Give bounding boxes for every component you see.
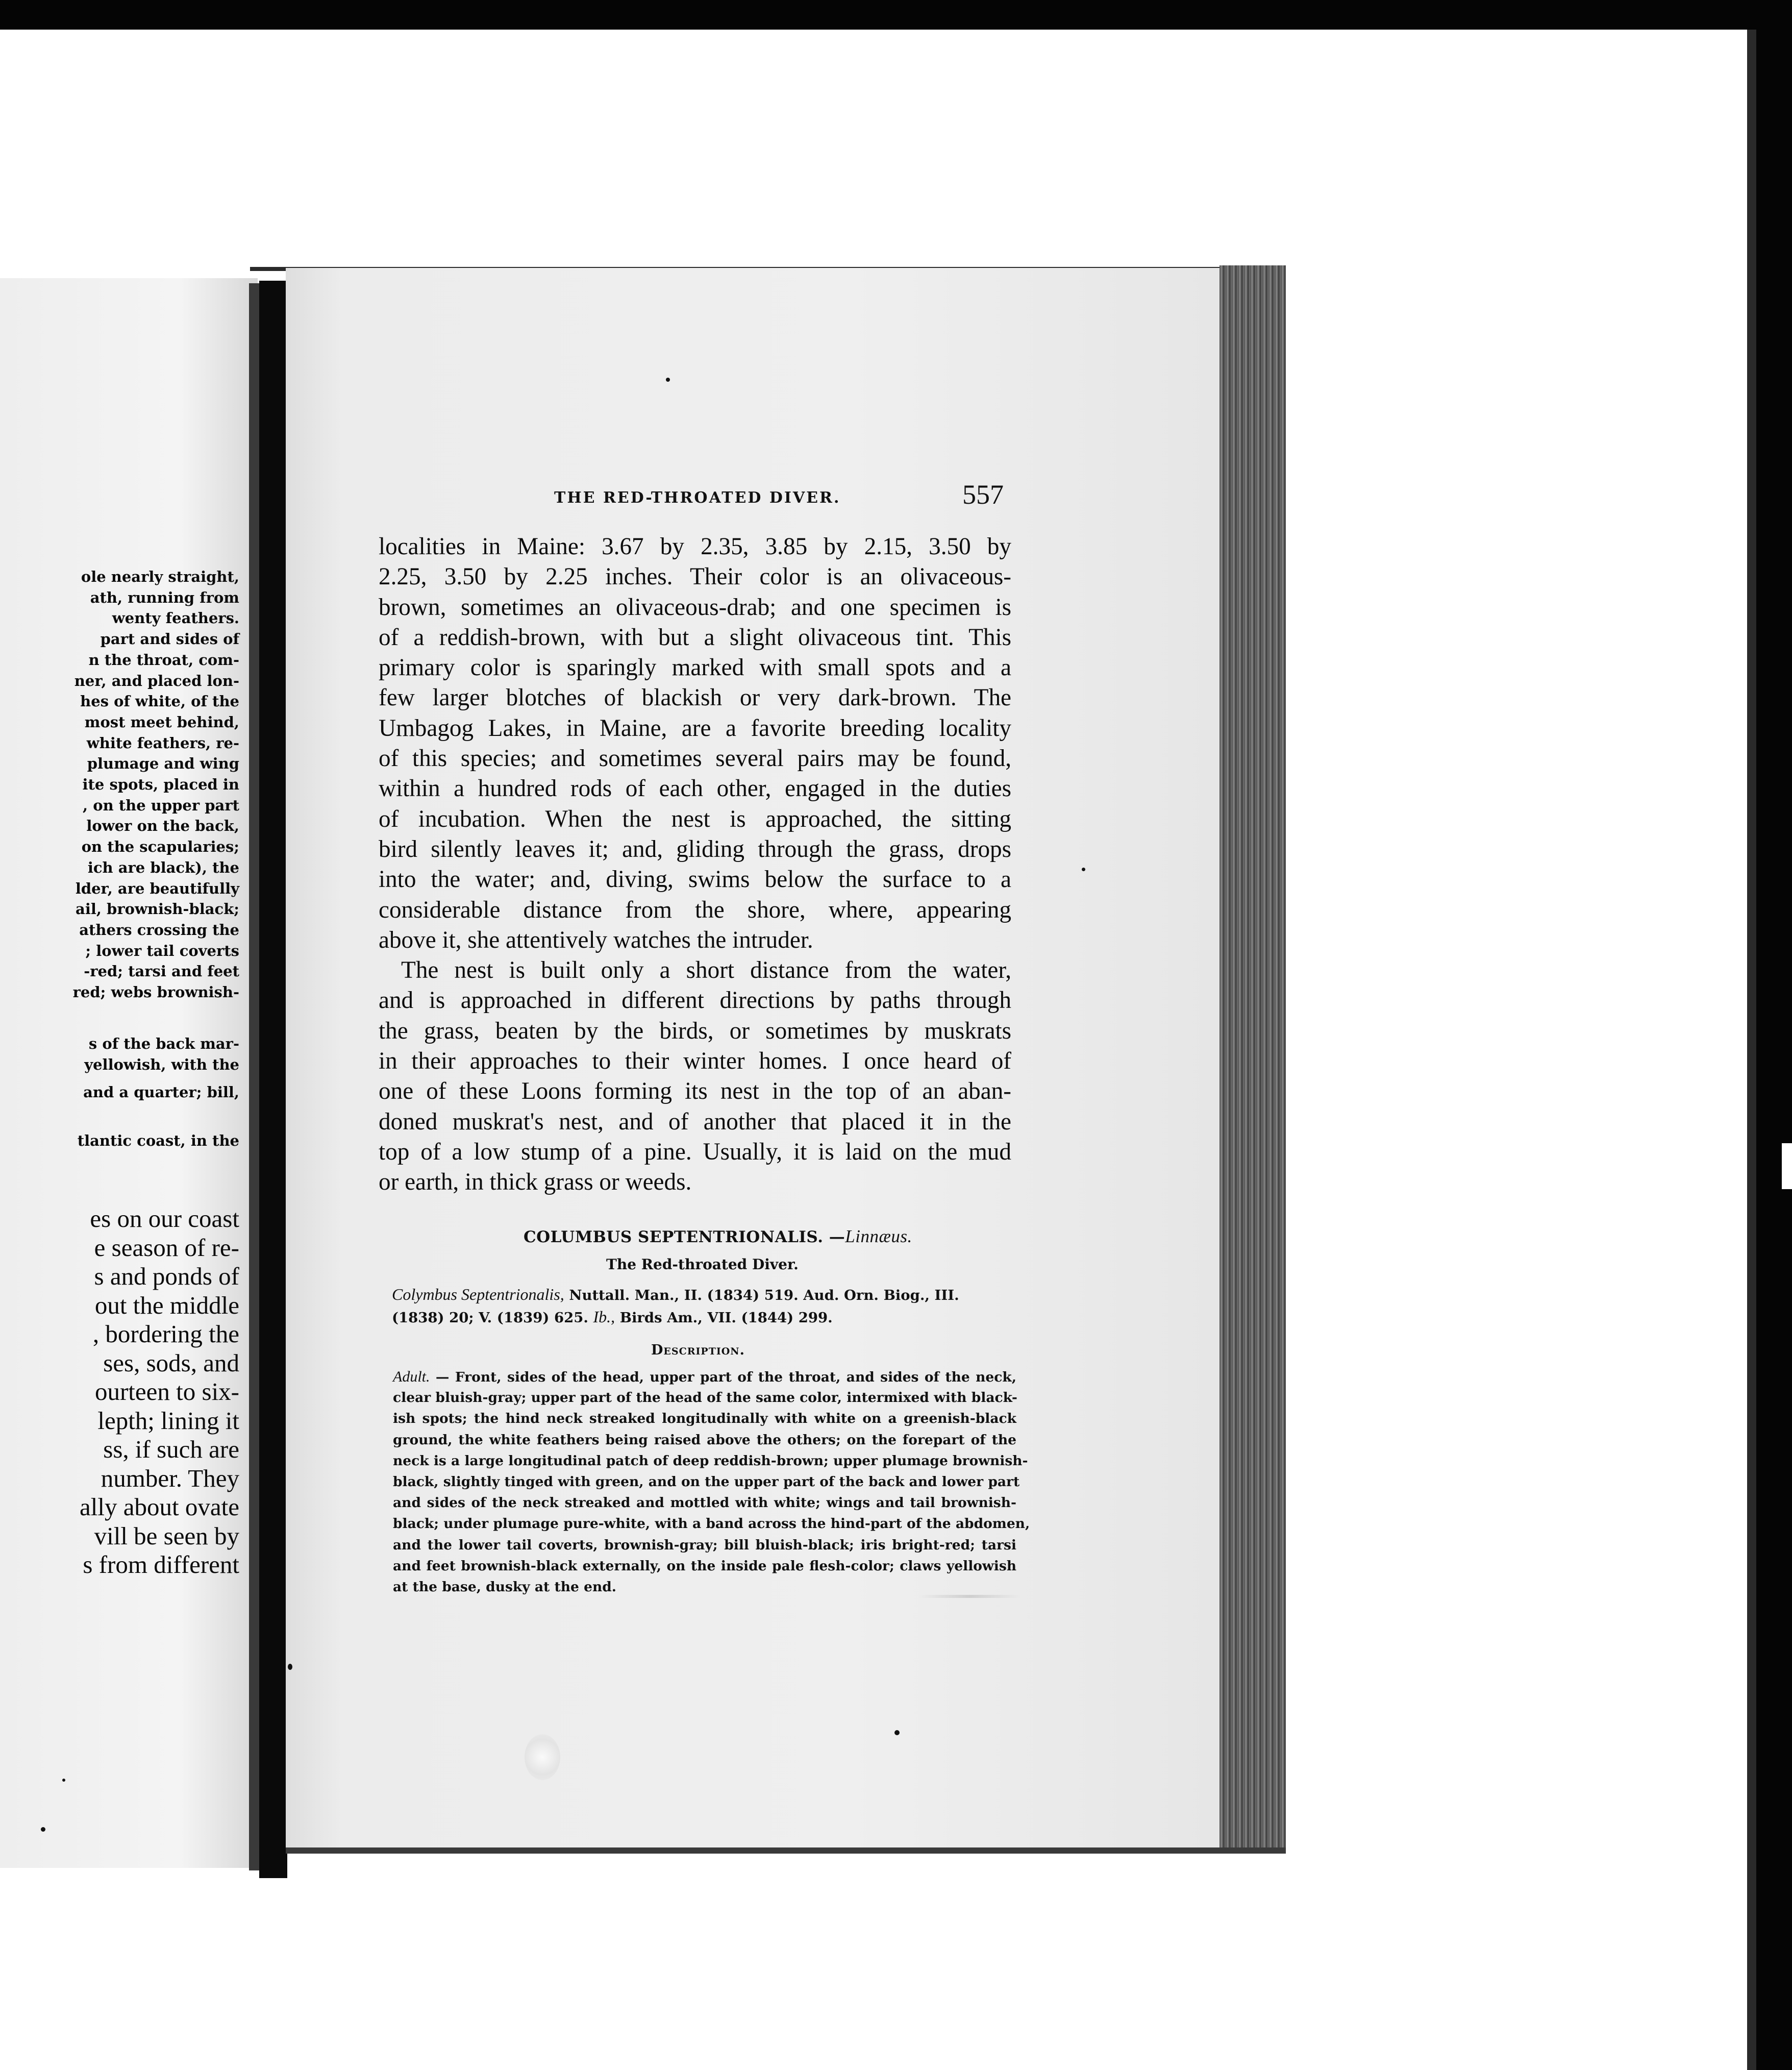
text-line: and the lower tail coverts, brownish-gray; bill bluish-black; iris bright-red; tarsi [393,1537,1016,1553]
text-line: on the scapularies; [81,838,239,856]
synonymy-ib: Ib., [593,1308,615,1326]
text-line: , bordering the [92,1320,239,1348]
common-name: The Red-throated Diver. [606,1256,799,1273]
species-name: COLUMBUS SEPTENTRIONALIS. — [524,1228,845,1246]
text-line: and feet brownish-black externally, on the inside pale flesh-color; claws yellowish [393,1558,1016,1574]
text-line: , on the upper part [83,796,239,814]
left-page-small-line-c: and a quarter; bill, [83,1083,239,1101]
scan-border-notch [1782,1143,1792,1189]
paragraph-1-line: of a reddish-brown, with but a slight olivaceous tint. This [379,624,1011,651]
scan-speck [62,1779,65,1782]
description-heading: Description. [651,1342,745,1358]
paper-mark [918,1595,1021,1598]
description-label: Adult. [393,1368,430,1385]
paragraph-1-line: within a hundred rods of each other, engaged in the duties [379,775,1011,802]
paragraph-1-line: few larger blotches of blackish or very dark-brown. The [379,684,1011,711]
paragraph-2-line: top of a low stump of a pine. Usually, it is laid on the mud [379,1138,1011,1165]
text-line: clear bluish-gray; upper part of the head of the same color, intermixed with black- [393,1390,1017,1406]
synonymy-ref-3: Birds Am., VII. (1844) 299. [615,1310,833,1326]
body-text [379,532,1011,1198]
text-line: n the throat, com- [88,651,239,669]
left-page-small-text-b [0,1033,239,1075]
text-line: lepth; lining it [97,1406,239,1435]
description [393,1366,1030,1597]
paragraph-1-line: considerable distance from the shore, where, appearing [379,896,1011,923]
text-line: ite spots, placed in [82,776,239,794]
paragraph-1-line: localities in Maine: 3.67 by 2.35, 3.85 by 2.15, 3.50 by [379,533,1011,560]
scan-border-shadow [1747,30,1756,2070]
paragraph-1-line: of this species; and sometimes several pairs may be found, [379,745,1011,772]
text-line: plumage and wing [87,755,239,773]
paragraph-2-line: The nest is built only a short distance from the water, [401,957,1011,984]
left-page [0,278,258,1868]
text-line: and sides of the neck streaked and mottled with white; wings and tail brownish- [393,1495,1016,1511]
text-line: e season of re- [94,1233,239,1262]
paragraph-1-line: Umbagog Lakes, in Maine, are a favorite breeding locality [379,714,1011,742]
text-line: -red; tarsi and feet [84,963,239,980]
text-line: es on our coast [90,1204,239,1233]
paragraph-2-line: one of these Loons forming its nest in the top of an aban- [379,1078,1011,1105]
paragraph-1-line: bird silently leaves it; and, gliding through the grass, drops [379,835,1011,862]
text-line: ourteen to six- [94,1377,239,1406]
paragraph-1-line: brown, sometimes an olivaceous-drab; and one specimen is [379,594,1011,621]
scan-speck [41,1827,45,1832]
text-line: ich are black), the [87,858,239,876]
synonymy-ref-2: (1838) 20; V. (1839) 625. [392,1310,593,1326]
synonymy-ref-1: Nuttall. Man., II. (1834) 519. Aud. Orn. Biog., III. [564,1287,959,1303]
text-line: ole nearly straight, [81,568,239,585]
description-line: Adult. — Front, sides of the head, upper part of the throat, and sides of the neck, [393,1368,1016,1385]
text-line: black; under plumage pure-white, with a band across the hind-part of the abdomen, [393,1516,1030,1532]
left-page-small-line-d: tlantic coast, in the [77,1132,239,1149]
text-line: ath, running from [90,588,239,606]
text-line: ; lower tail coverts [85,942,239,959]
text-line: number. They [101,1464,239,1492]
text-line: ish spots; the hind neck streaked longitudinally with white on a greenish-black [393,1411,1016,1427]
text-line: ss, if such are [103,1435,239,1463]
text-line: out the middle [94,1291,239,1319]
paragraph-2-line: doned muskrat's nest, and of another that placed it in the [379,1108,1011,1135]
book-gutter [259,281,287,1878]
running-head: THE RED-THROATED DIVER. [554,489,841,507]
paragraph-2-line: or earth, in thick grass or weeds. [379,1169,692,1196]
text-line: ses, sods, and [103,1348,239,1377]
text-line: yellowish, with the [84,1055,239,1073]
left-page-body-text [0,1204,239,1580]
synonymy [392,1284,1009,1328]
text-line: lower on the back, [86,817,239,835]
scan-border-right [1756,0,1792,2070]
scan-speck [666,378,670,382]
species-heading [524,1226,912,1247]
text-line: at the base, dusky at the end. [393,1579,616,1595]
synonymy-taxon: Colymbus Septentrionalis, [392,1285,564,1303]
text-line: part and sides of [100,630,239,648]
scan-speck [1082,868,1085,871]
text-line: athers crossing the [79,921,239,939]
text-line: ner, and placed lon- [74,672,239,689]
page-number: 557 [962,479,1004,510]
paragraph-1-line: of incubation. When the nest is approached, the sitting [379,805,1011,832]
text-line: most meet behind, [84,713,239,731]
text-line: s from different [83,1550,239,1579]
text-line: wenty feathers. [112,609,239,627]
text-line: s of the back mar- [88,1035,239,1052]
scan-speck [288,1664,292,1670]
text-line: white feathers, re- [86,734,239,752]
text-line: hes of white, of the [80,693,239,710]
text-line: vill be seen by [94,1521,239,1550]
page-bottom-edge [286,1847,1286,1854]
text-line: s and ponds of [94,1262,239,1290]
text-line: ground, the white feathers being raised above the others; on the forepart of the [393,1432,1016,1448]
left-page-edge [249,283,259,1870]
text-line: ail, brownish-black; [76,900,239,918]
text-line: black, slightly tinged with green, and on the upper part of the back and lower part [393,1473,1020,1490]
text-line: ally about ovate [80,1493,239,1521]
paragraph-1-line: above it, she attentively watches the intruder. [379,926,813,953]
text-line: neck is a large longitudinal patch of deep reddish-brown; upper plumage brownish- [393,1452,1028,1469]
paragraph-2-line: and is approached in different directions by paths through [379,987,1011,1014]
paragraph-1-line: 2.25, 3.50 by 2.25 inches. Their color is an olivaceous- [379,563,1011,590]
page-stack-edges [1219,265,1286,1850]
scan-speck [894,1730,900,1735]
paper-stain [525,1734,560,1780]
left-page-small-text [0,566,239,1003]
species-authority: Linnæus. [845,1226,912,1246]
paragraph-1-line: into the water; and, diving, swims below the surface to a [379,866,1011,893]
paragraph-1-line: primary color is sparingly marked with small spots and a [379,654,1011,681]
text-line: red; webs brownish- [72,983,239,1001]
paragraph-2-line: in their approaches to their winter homes. I once heard of [379,1048,1011,1075]
scan-border-top [0,0,1792,30]
paragraph-2-line: the grass, beaten by the birds, or sometimes by muskrats [379,1017,1011,1044]
text-line: lder, are beautifully [75,879,239,897]
